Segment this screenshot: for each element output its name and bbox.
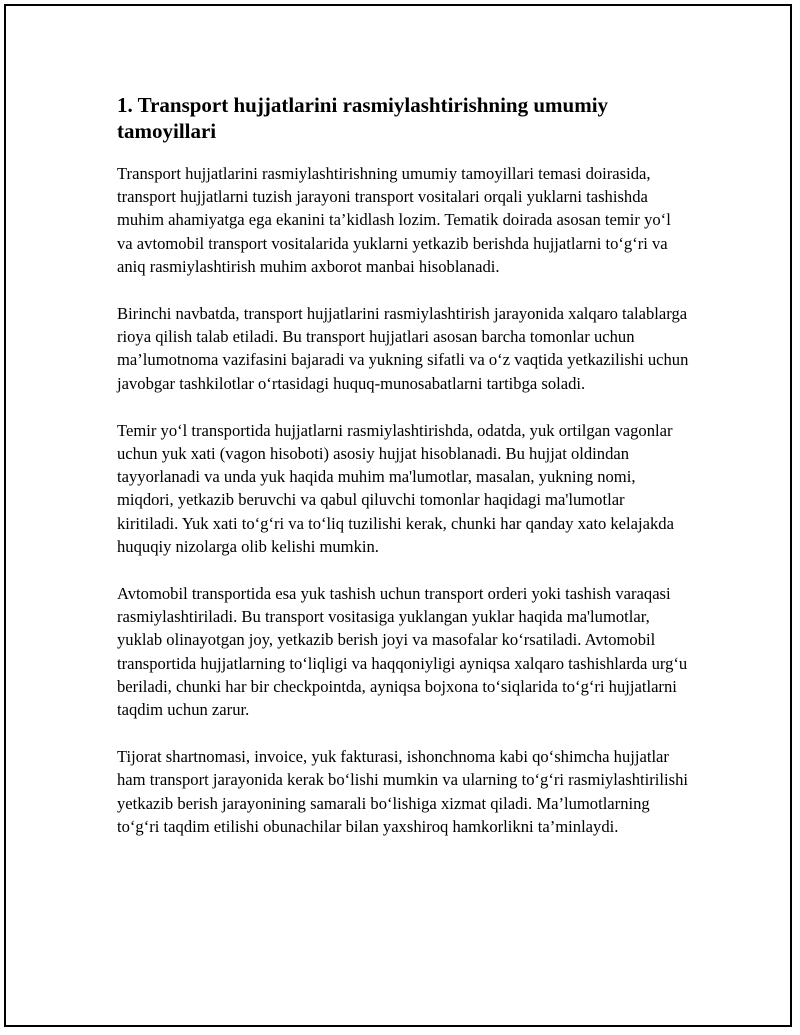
paragraph-intro: Transport hujjatlarini rasmiylashtirishning umumiy tamoyillari temasi doirasida, transport hujjatlarni tuzish jarayoni transport vositalari orqali yuklarni tashishda muhim ahamiyatga ega ekanini ta’kidlash lozim. Tematik doirada asosan temir yo‘l va avtomobil transport vositalarida yuklarni yetkazib berishda hujjatlarni to‘g‘ri va aniq rasmiylashtirish muhim axborot manbai hisoblanadi. [117, 164, 671, 276]
section-heading: 1. Transport hujjatlarini rasmiylashtirishning umumiy tamoyillari [117, 93, 609, 143]
paragraph-railway-transport: Temir yo‘l transportida hujjatlarni rasmiylashtirishda, odatda, yuk ortilgan vagonlar uchun yuk xati (vagon hisoboti) asosiy hujjat hisoblanadi. Bu hujjat oldindan tayyorlanadi va unda yuk haqida muhim ma'lumotlar, masalan, yukning nomi, miqdori, yetkazib beruvchi va qabul qiluvchi tomonlar haqidagi ma'lumotlar kiritiladi. Yuk xati to‘g‘ri va to‘liq tuzilishi kerak, chunki har qanday xato kelajakda huquqiy nizolarga olib kelishi mumkin. [117, 420, 674, 556]
paragraph-additional-documents: Tijorat shartnomasi, invoice, yuk fakturasi, ishonchnoma kabi qo‘shimcha hujjatlar ham transport jarayonida kerak bo‘lishi mumkin va ularning to‘g‘ri rasmiylashtirilishi yetkazib berish jarayonining samarali bo‘lishiga xizmat qiladi. Ma’lumotlarning to‘g‘ri taqdim etilishi obunachilar bilan yaxshiroq hamkorlikni ta’minlaydi. [117, 747, 688, 836]
paragraph-international-requirements: Birinchi navbatda, transport hujjatlarini rasmiylashtirish jarayonida xalqaro talablarga rioya qilish talab etiladi. Bu transport hujjatlari asosan barcha tomonlar uchun ma’lumotnoma vazifasini bajaradi va yukning sifatli va o‘z vaqtida yetkazilishi uchun javobgar tashkilotlar o‘rtasidagi huquq-munosabatlarni tartibga soladi. [117, 304, 689, 393]
paragraph-road-transport: Avtomobil transportida esa yuk tashish uchun transport orderi yoki tashish varaqasi rasmiylashtiriladi. Bu transport vositasiga yuklangan yuklar haqida ma'lumotlar, yuklab olinayotgan joy, yetkazib berish joyi va masofalar ko‘rsatiladi. Avtomobil transportida hujjatlarning to‘liqligi va haqqoniyligi ayniqsa xalqaro tashishlarda urg‘u beriladi, chunki har bir checkpointda, ayniqsa bojxona to‘siqlarida to‘g‘ri hujjatlarni taqdim uchun zarur. [117, 584, 688, 720]
document-body [117, 92, 689, 862]
